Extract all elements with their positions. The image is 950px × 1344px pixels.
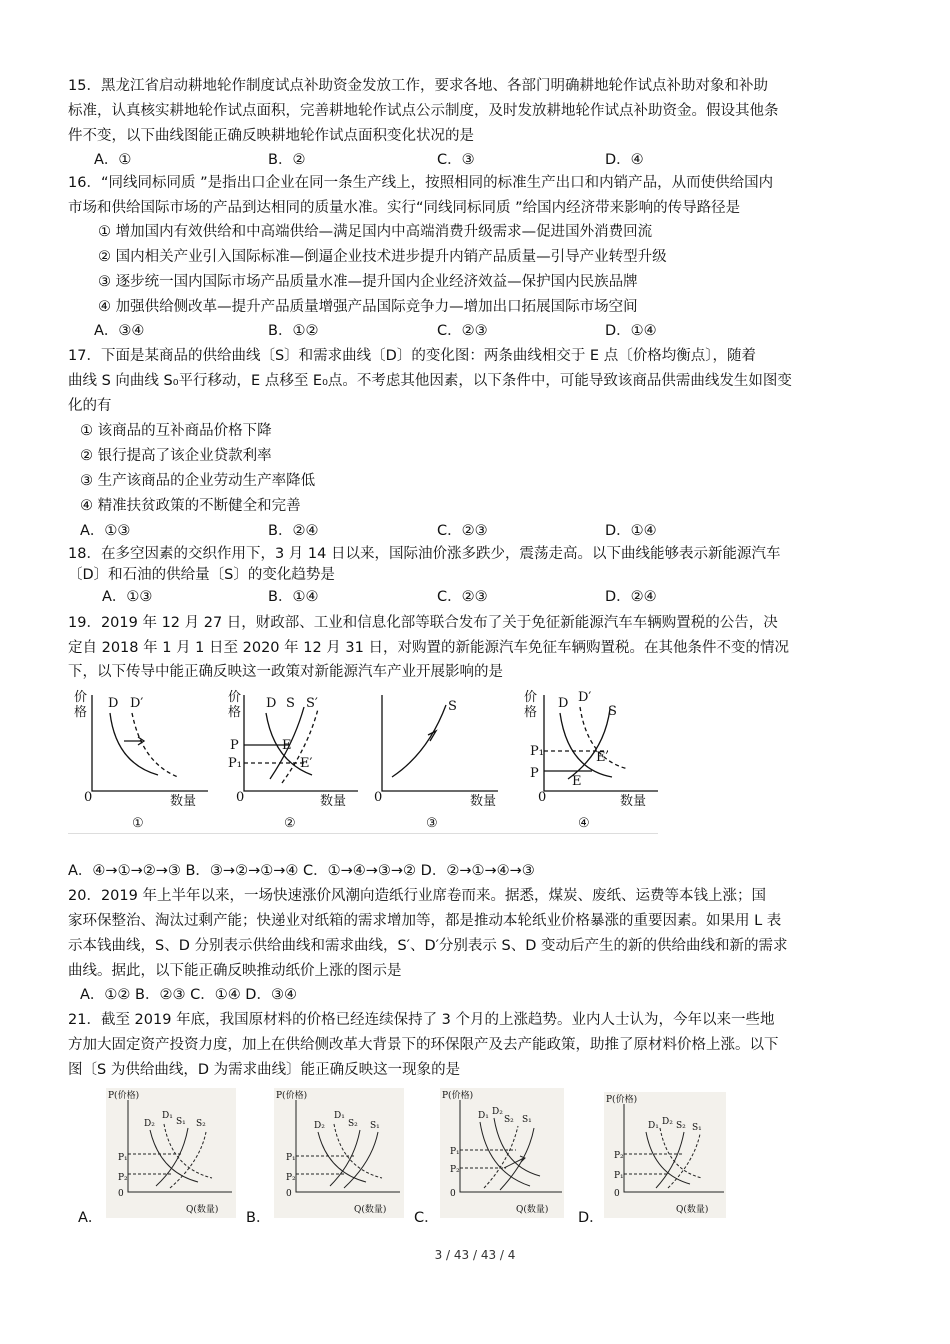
q16-item-2: ② 国内相关产业引入国际标准—倒逼企业技术进步提升内销产品质量—引导产业转型升级 bbox=[98, 249, 667, 265]
q16-item-3: ③ 逐步统一国内国际市场产品质量水准—提升国内企业经济效益—保护国内民族品牌 bbox=[98, 274, 638, 290]
svg-text:P₁: P₁ bbox=[614, 1171, 624, 1181]
p-label: P bbox=[530, 766, 539, 781]
q17-option-d: D．①④ bbox=[605, 523, 657, 539]
q18-line-2: 〔D〕和石油的供给量〔S〕的变化趋势是 bbox=[68, 567, 335, 583]
origin-label: 0 bbox=[236, 790, 245, 805]
quantity-label: 数量 bbox=[470, 794, 497, 809]
svg-text:P₁: P₁ bbox=[450, 1147, 460, 1157]
price-label: 价 bbox=[524, 690, 538, 705]
q18-option-c: C．②③ bbox=[437, 589, 488, 605]
svg-text:P₂: P₂ bbox=[450, 1165, 460, 1175]
graph-number: ④ bbox=[578, 816, 590, 831]
svg-text:Q(数量): Q(数量) bbox=[354, 1205, 387, 1215]
q21-graph-b bbox=[274, 1088, 404, 1218]
q16-item-1: ① 增加国内有效供给和中高端供给—满足国内中高端消费升级需求—促进国外消费回流 bbox=[98, 224, 653, 240]
svg-text:P(价格): P(价格) bbox=[606, 1095, 638, 1105]
svg-text:D₂: D₂ bbox=[662, 1117, 673, 1127]
q17-item-3: ③ 生产该商品的企业劳动生产率降低 bbox=[80, 473, 316, 489]
svg-text:P(价格): P(价格) bbox=[276, 1091, 308, 1101]
svg-text:Q(数量): Q(数量) bbox=[186, 1205, 219, 1215]
q18-line-1: 18．在多空因素的交织作用下，3 月 14 日以来，国际油价涨多跌少，震荡走高。以下曲线能够表示新能源汽车 bbox=[68, 546, 781, 562]
s-prime-label: S′ bbox=[306, 696, 318, 711]
q16-item-4: ④ 加强供给侧改革—提升产品质量增强产品国际竞争力—增加出口拓展国际市场空间 bbox=[98, 299, 638, 315]
s-label: S bbox=[448, 699, 457, 714]
d-label: D bbox=[266, 696, 277, 711]
svg-text:S₁: S₁ bbox=[370, 1121, 380, 1131]
d-label: D bbox=[108, 696, 119, 711]
q21-graph-a bbox=[106, 1088, 236, 1218]
q17-line-3: 化的有 bbox=[68, 398, 112, 414]
svg-text:S₁: S₁ bbox=[522, 1115, 532, 1125]
q20-line-3: 示本钱曲线，S、D 分别表示供给曲线和需求曲线，S′、D′分别表示 S、D 变动后产生的新的供给曲线和新的需求 bbox=[68, 938, 788, 954]
d-label: D bbox=[558, 696, 569, 711]
q15-option-c: C．③ bbox=[437, 152, 475, 168]
q18-option-a: A．①③ bbox=[102, 589, 153, 605]
svg-text:P₂: P₂ bbox=[614, 1151, 624, 1161]
q15-line-2: 标准，认真核实耕地轮作试点面积，完善耕地轮作试点公示制度，及时发放耕地轮作试点补助资金。假设其他条 bbox=[68, 103, 779, 119]
axes bbox=[382, 695, 498, 791]
svg-text:P₂: P₂ bbox=[118, 1173, 128, 1183]
q16-line-1: 16．“同线同标同质 ”是指出口企业在同一条生产线上，按照相同的标准生产出口和内销产品，从而使供给国内 bbox=[68, 175, 774, 191]
svg-text:P(价格): P(价格) bbox=[442, 1091, 474, 1101]
e-label: E bbox=[572, 774, 582, 789]
svg-text:D₁: D₁ bbox=[334, 1111, 345, 1121]
q17-option-b: B．②④ bbox=[268, 523, 319, 539]
origin-label: 0 bbox=[374, 790, 383, 805]
svg-text:P₁: P₁ bbox=[286, 1153, 296, 1163]
q19-line-1: 19．2019 年 12 月 27 日，财政部、工业和信息化部等联合发布了关于免征新能源汽车车辆购置税的公告，决 bbox=[68, 615, 778, 631]
page-footer: 3 / 43 / 43 / 4 bbox=[434, 1248, 516, 1262]
price-label: 格 bbox=[524, 705, 538, 720]
q16-option-a: A．③④ bbox=[94, 323, 145, 339]
s-label: S bbox=[286, 696, 295, 711]
p-label: P bbox=[230, 738, 239, 753]
svg-text:D₁: D₁ bbox=[648, 1121, 659, 1131]
svg-text:S₂: S₂ bbox=[348, 1119, 358, 1129]
q15-option-a: A．① bbox=[94, 152, 132, 168]
svg-text:0: 0 bbox=[118, 1189, 124, 1199]
q18-option-d: D．②④ bbox=[605, 589, 657, 605]
q15-line-1: 15．黑龙江省启动耕地轮作制度试点补助资金发放工作，要求各地、各部门明确耕地轮作试点补助对象和补助 bbox=[68, 78, 768, 94]
q21-graph-c bbox=[440, 1088, 564, 1218]
q21-option-d: D． bbox=[578, 1210, 604, 1226]
p1-label: P₁ bbox=[530, 744, 544, 759]
q19-answer-line: A．④→①→②→③ B．③→②→①→④ C．①→④→③→② D．②→①→④→③ bbox=[68, 863, 535, 879]
q21-line-2: 方加大固定资产投资力度，加上在供给侧改革大背景下的环保限产及去产能政策，助推了原材料价格上涨。以下 bbox=[68, 1037, 779, 1053]
svg-text:P₁: P₁ bbox=[118, 1153, 128, 1163]
s-label: S bbox=[608, 704, 617, 719]
e-prime-label: E′ bbox=[596, 750, 609, 765]
price-label: 格 bbox=[74, 705, 88, 720]
q20-line-2: 家环保整治、淘汰过剩产能；快递业对纸箱的需求增加等，都是推动本轮纸业价格暴涨的重要因素。如果用 L 表 bbox=[68, 913, 782, 929]
graph-number: ③ bbox=[426, 816, 438, 831]
q16-option-b: B．①② bbox=[268, 323, 319, 339]
axes bbox=[244, 695, 358, 791]
origin-label: 0 bbox=[84, 790, 93, 805]
svg-text:S₁: S₁ bbox=[176, 1117, 186, 1127]
svg-text:D₂: D₂ bbox=[314, 1121, 325, 1131]
svg-text:0: 0 bbox=[614, 1189, 620, 1199]
svg-text:S₁: S₁ bbox=[692, 1123, 702, 1133]
q17-line-1: 17．下面是某商品的供给曲线〔S〕和需求曲线〔D〕的变化图：两条曲线相交于 E 点〔价格均衡点〕，随着 bbox=[68, 348, 756, 364]
q21-option-b: B． bbox=[246, 1210, 271, 1226]
q20-line-4: 曲线。据此，以下能正确反映推动纸价上涨的图示是 bbox=[68, 963, 402, 979]
q19-graphs bbox=[68, 683, 658, 834]
q19-graph-3 bbox=[374, 699, 496, 831]
q16-option-c: C．②③ bbox=[437, 323, 488, 339]
q19-line-2: 定自 2018 年 1 月 1 日至 2020 年 12 月 31 日，对购置的新能源汽车免征车辆购置税。在其他条件不变的情况 bbox=[68, 640, 789, 656]
quantity-label: 数量 bbox=[320, 794, 347, 809]
q19-graph-4 bbox=[524, 690, 646, 831]
demand-curve bbox=[560, 713, 612, 777]
q17-option-a: A．①③ bbox=[80, 523, 131, 539]
svg-text:S₂: S₂ bbox=[504, 1115, 514, 1125]
price-label: 格 bbox=[228, 705, 242, 720]
price-label: 价 bbox=[228, 690, 242, 705]
d-prime-label: D′ bbox=[130, 696, 144, 711]
origin-label: 0 bbox=[538, 790, 547, 805]
svg-text:S₂: S₂ bbox=[196, 1119, 206, 1129]
q21-option-a: A． bbox=[78, 1210, 103, 1226]
q20-answer-line: A．①② B．②③ C．①④ D．③④ bbox=[80, 987, 297, 1003]
q18-option-b: B．①④ bbox=[268, 589, 319, 605]
svg-text:P(价格): P(价格) bbox=[108, 1091, 140, 1101]
q17-line-2: 曲线 S 向曲线 S₀平行移动，E 点移至 E₀点。不考虑其他因素，以下条件中，可能导致该商品供需曲线发生如图变 bbox=[68, 373, 792, 389]
svg-text:S₂: S₂ bbox=[676, 1121, 686, 1131]
svg-text:D₁: D₁ bbox=[478, 1111, 489, 1121]
q17-item-2: ② 银行提高了该企业贷款利率 bbox=[80, 448, 272, 464]
svg-text:D₁: D₁ bbox=[162, 1111, 173, 1121]
q17-item-4: ④ 精准扶贫政策的不断健全和完善 bbox=[80, 498, 301, 514]
graph-number: ② bbox=[284, 816, 296, 831]
svg-text:D₂: D₂ bbox=[492, 1107, 503, 1117]
q21-option-c: C． bbox=[414, 1210, 439, 1226]
e-prime-label: E′ bbox=[300, 756, 313, 771]
q17-option-c: C．②③ bbox=[437, 523, 488, 539]
svg-text:D₂: D₂ bbox=[144, 1119, 155, 1129]
quantity-label: 数量 bbox=[620, 794, 647, 809]
svg-text:0: 0 bbox=[286, 1189, 292, 1199]
svg-text:Q(数量): Q(数量) bbox=[676, 1205, 709, 1215]
graph-number: ① bbox=[132, 816, 144, 831]
q16-option-d: D．①④ bbox=[605, 323, 657, 339]
quantity-label: 数量 bbox=[170, 794, 197, 809]
q19-graph-2 bbox=[228, 690, 346, 831]
q19-line-3: 下，以下传导中能正确反映这一政策对新能源汽车产业开展影响的是 bbox=[68, 664, 503, 680]
q16-line-2: 市场和供给国际市场的产品到达相同的质量水准。实行“同线同标同质 ”给国内经济带来影响的传导路径是 bbox=[68, 200, 741, 216]
supply-curve bbox=[392, 705, 446, 777]
q15-option-b: B．② bbox=[268, 152, 306, 168]
svg-text:P₂: P₂ bbox=[286, 1173, 296, 1183]
p1-label: P₁ bbox=[228, 756, 242, 771]
q15-line-3: 件不变，以下曲线图能正确反映耕地轮作试点面积变化状况的是 bbox=[68, 128, 474, 144]
q20-line-1: 20．2019 年上半年以来，一场快速涨价风潮向造纸行业席卷而来。据悉，煤炭、废纸、运费等本钱上涨；国 bbox=[68, 888, 766, 904]
q15-option-d: D．④ bbox=[605, 152, 644, 168]
e-label: E bbox=[282, 738, 292, 753]
q21-line-1: 21．截至 2019 年底，我国原材料的价格已经连续保持了 3 个月的上涨趋势。业内人士认为，今年以来一些地 bbox=[68, 1012, 775, 1028]
q21-graph-d bbox=[604, 1092, 726, 1218]
price-label: 价 bbox=[74, 690, 88, 705]
q21-line-3: 图〔S 为供给曲线，D 为需求曲线〕能正确反映这一现象的是 bbox=[68, 1062, 461, 1078]
svg-text:0: 0 bbox=[450, 1189, 456, 1199]
svg-text:Q(数量): Q(数量) bbox=[516, 1205, 549, 1215]
q17-item-1: ① 该商品的互补商品价格下降 bbox=[80, 423, 272, 439]
d-prime-label: D′ bbox=[578, 690, 592, 705]
